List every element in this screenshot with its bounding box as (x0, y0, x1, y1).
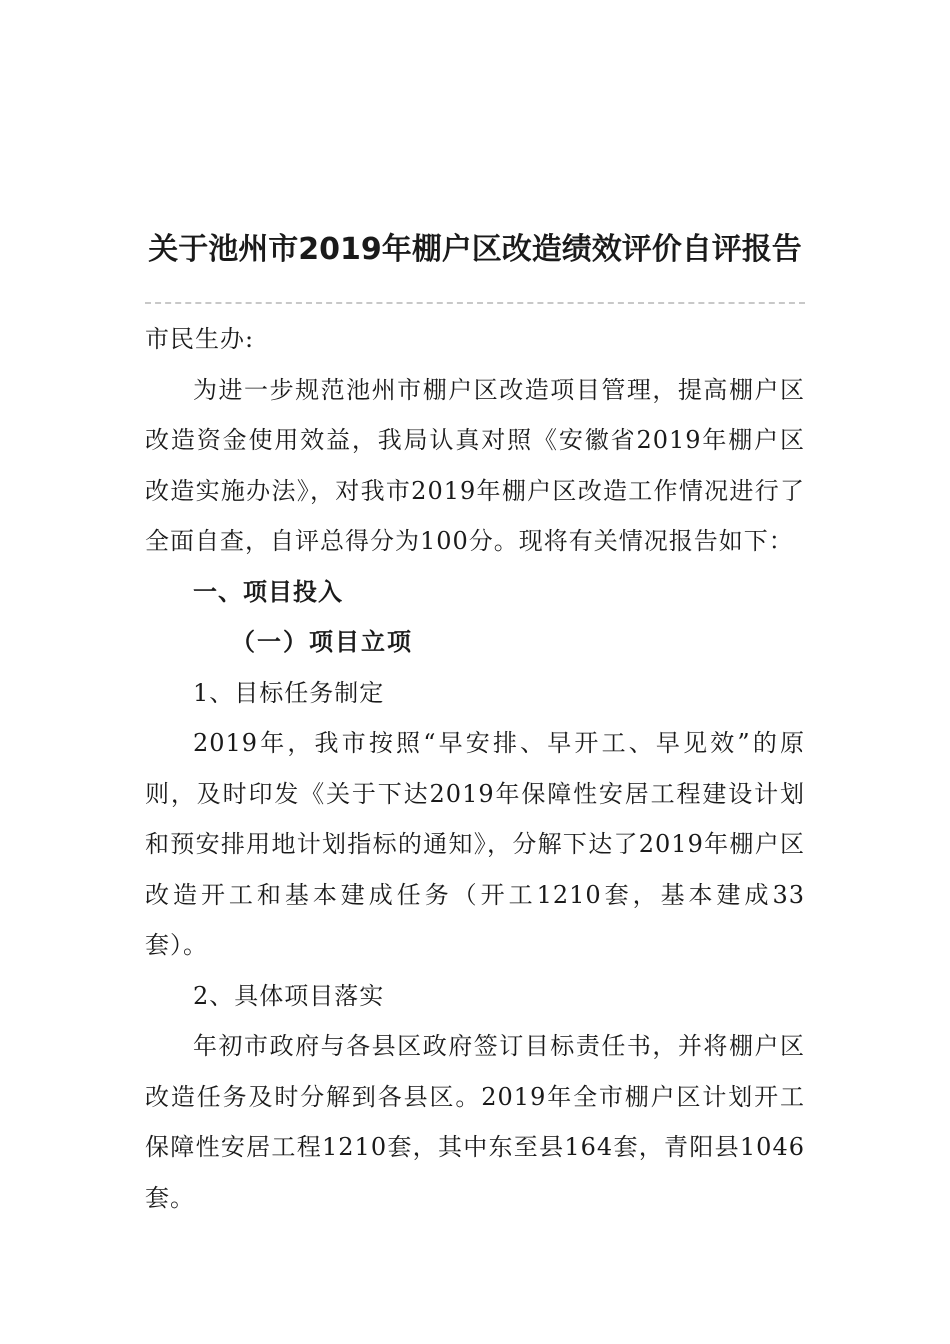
addressee: 市民生办: (145, 325, 255, 353)
title-divider (145, 302, 805, 304)
section-heading-project-input: 一、项目投入 (193, 577, 343, 606)
subsection-heading-project-approval: （一）项目立项 (231, 627, 413, 656)
intro-paragraph: 为进一步规范池州市棚户区改造项目管理，提高棚户区改造资金使用效益，我局认真对照《安徽省2019年棚户区改造实施办法》，对我市2019年棚户区改造工作情况进行了全面自查，自评总得分为100分。现将有关情况报告如下： (145, 375, 805, 555)
item-body-project-implementation: 年初市政府与各县区政府签订目标责任书，并将棚户区改造任务及时分解到各县区。2019年全市棚户区计划开工保障性安居工程1210套，其中东至县164套，青阳县1046套。 (145, 1032, 805, 1212)
item-heading-project-implementation: 2、具体项目落实 (193, 981, 385, 1010)
item-heading-target-setting: 1、目标任务制定 (193, 678, 385, 707)
item-body-target-setting: 2019年，我市按照“早安排、早开工、早见效”的原则，及时印发《关于下达2019年保障性安居工程建设计划和预安排用地计划指标的通知》，分解下达了2019年棚户区改造开工和基本建成任务（开工1210套，基本建成33套）。 (145, 729, 805, 959)
document-title: 关于池州市2019年棚户区改造绩效评价自评报告 (148, 232, 802, 267)
document-body (145, 314, 805, 1223)
